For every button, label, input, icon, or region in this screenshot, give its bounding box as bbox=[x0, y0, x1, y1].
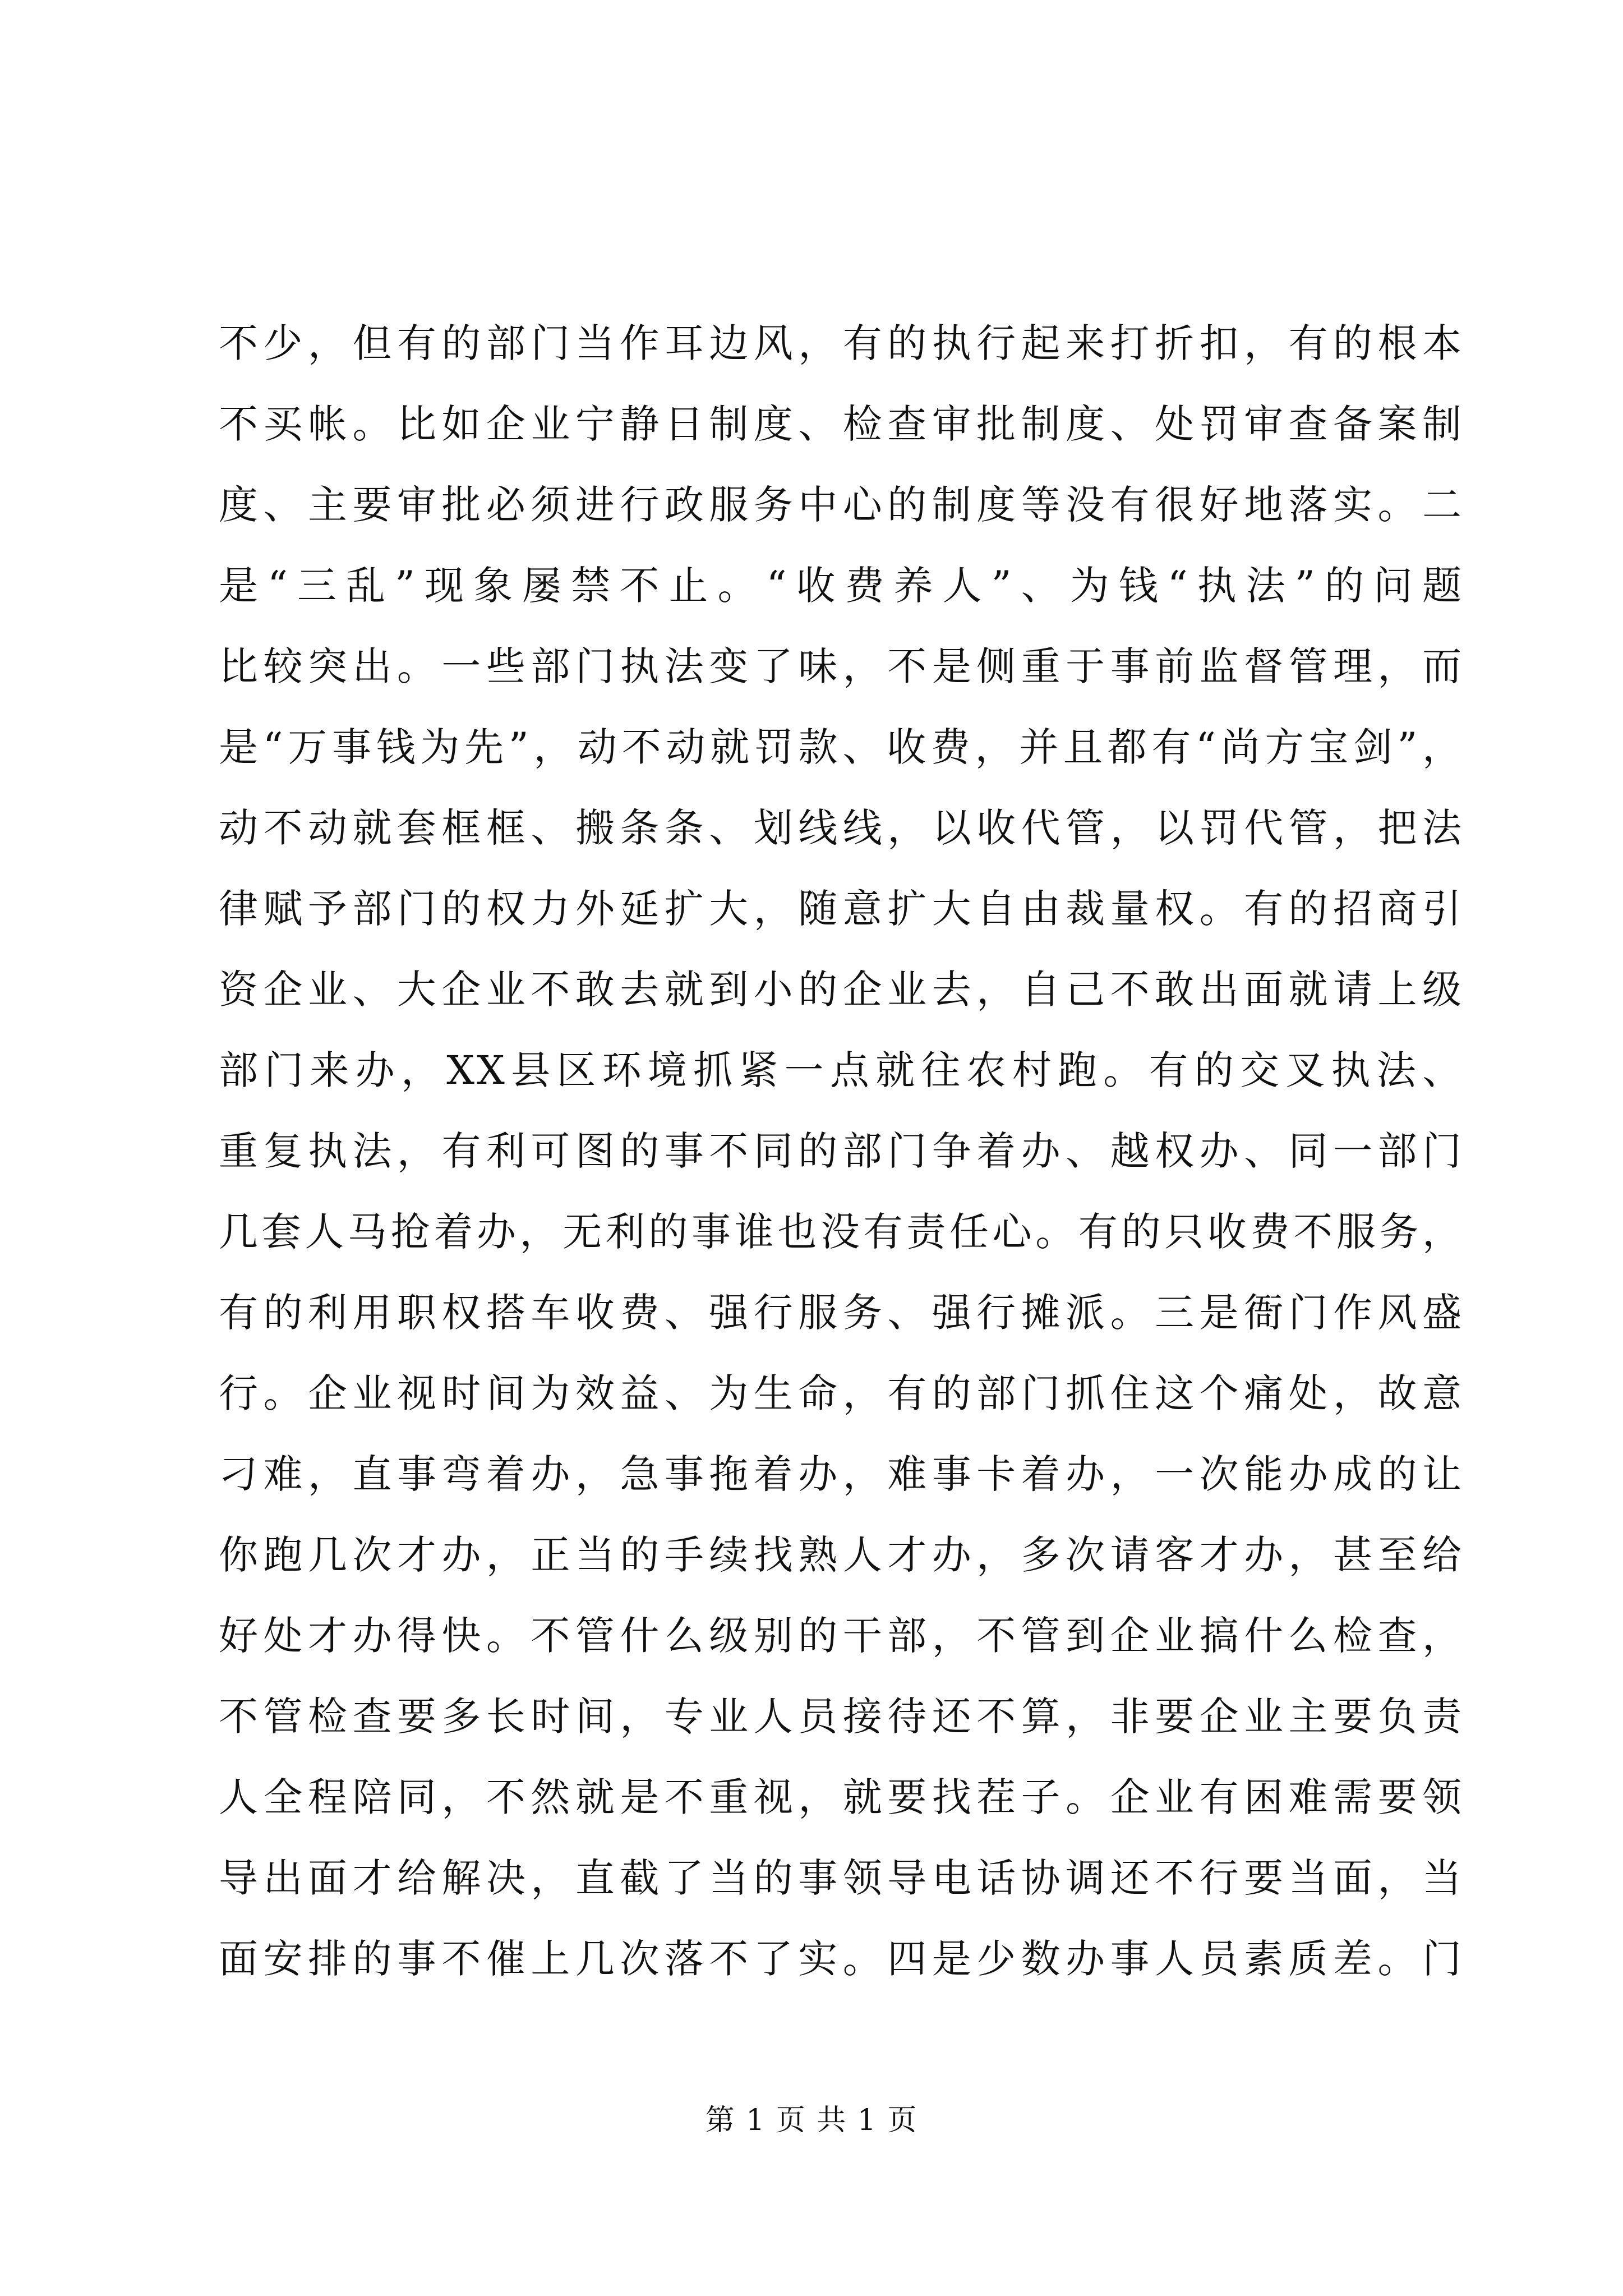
page-footer bbox=[0, 2098, 1623, 2143]
page-number-label: 第 1 页 共 1 页 bbox=[705, 2104, 918, 2137]
text-line: 你跑几次才办，正当的手续找熟人才办，多次请客才办，甚至给 bbox=[219, 1532, 1464, 1578]
text-line: 行。企业视时间为效益、为生命，有的部门抓住这个痛处，故意 bbox=[219, 1370, 1464, 1416]
text-line: 人全程陪同，不然就是不重视，就要找茬子。企业有困难需要领 bbox=[219, 1774, 1464, 1820]
text-line: 是“万事钱为先”，动不动就罚款、收费，并且都有“尚方宝剑”， bbox=[219, 724, 1464, 770]
text-line: 部门来办，XX县区环境抓紧一点就往农村跑。有的交叉执法、 bbox=[219, 1047, 1464, 1093]
text-line: 律赋予部门的权力外延扩大，随意扩大自由裁量权。有的招商引 bbox=[219, 886, 1464, 932]
text-line: 资企业、大企业不敢去就到小的企业去，自己不敢出面就请上级 bbox=[219, 967, 1464, 1013]
text-line: 比较突出。一些部门执法变了味，不是侧重于事前监督管理，而 bbox=[219, 643, 1464, 689]
text-line: 不少，但有的部门当作耳边风，有的执行起来打折扣，有的根本 bbox=[219, 320, 1464, 366]
text-line: 面安排的事不催上几次落不了实。四是少数办事人员素质差。门 bbox=[219, 1936, 1464, 1982]
text-line: 几套人马抢着办，无利的事谁也没有责任心。有的只收费不服务， bbox=[219, 1209, 1464, 1255]
text-line: 是“三乱”现象屡禁不止。“收费养人”、为钱“执法”的问题 bbox=[219, 563, 1464, 609]
text-line: 不买帐。比如企业宁静日制度、检查审批制度、处罚审查备案制 bbox=[219, 401, 1464, 447]
text-line: 刁难，直事弯着办，急事拖着办，难事卡着办，一次能办成的让 bbox=[219, 1451, 1464, 1497]
text-line: 好处才办得快。不管什么级别的干部，不管到企业搞什么检查， bbox=[219, 1613, 1464, 1659]
text-line: 有的利用职权搭车收费、强行服务、强行摊派。三是衙门作风盛 bbox=[219, 1290, 1464, 1336]
text-line: 重复执法，有利可图的事不同的部门争着办、越权办、同一部门 bbox=[219, 1128, 1464, 1174]
text-line: 度、主要审批必须进行政服务中心的制度等没有很好地落实。二 bbox=[219, 482, 1464, 528]
text-line: 导出面才给解决，直截了当的事领导电话协调还不行要当面，当 bbox=[219, 1855, 1464, 1901]
text-line: 动不动就套框框、搬条条、划线线，以收代管，以罚代管，把法 bbox=[219, 805, 1464, 851]
body-text bbox=[219, 303, 1464, 1999]
text-line: 不管检查要多长时间，专业人员接待还不算，非要企业主要负责 bbox=[219, 1694, 1464, 1740]
